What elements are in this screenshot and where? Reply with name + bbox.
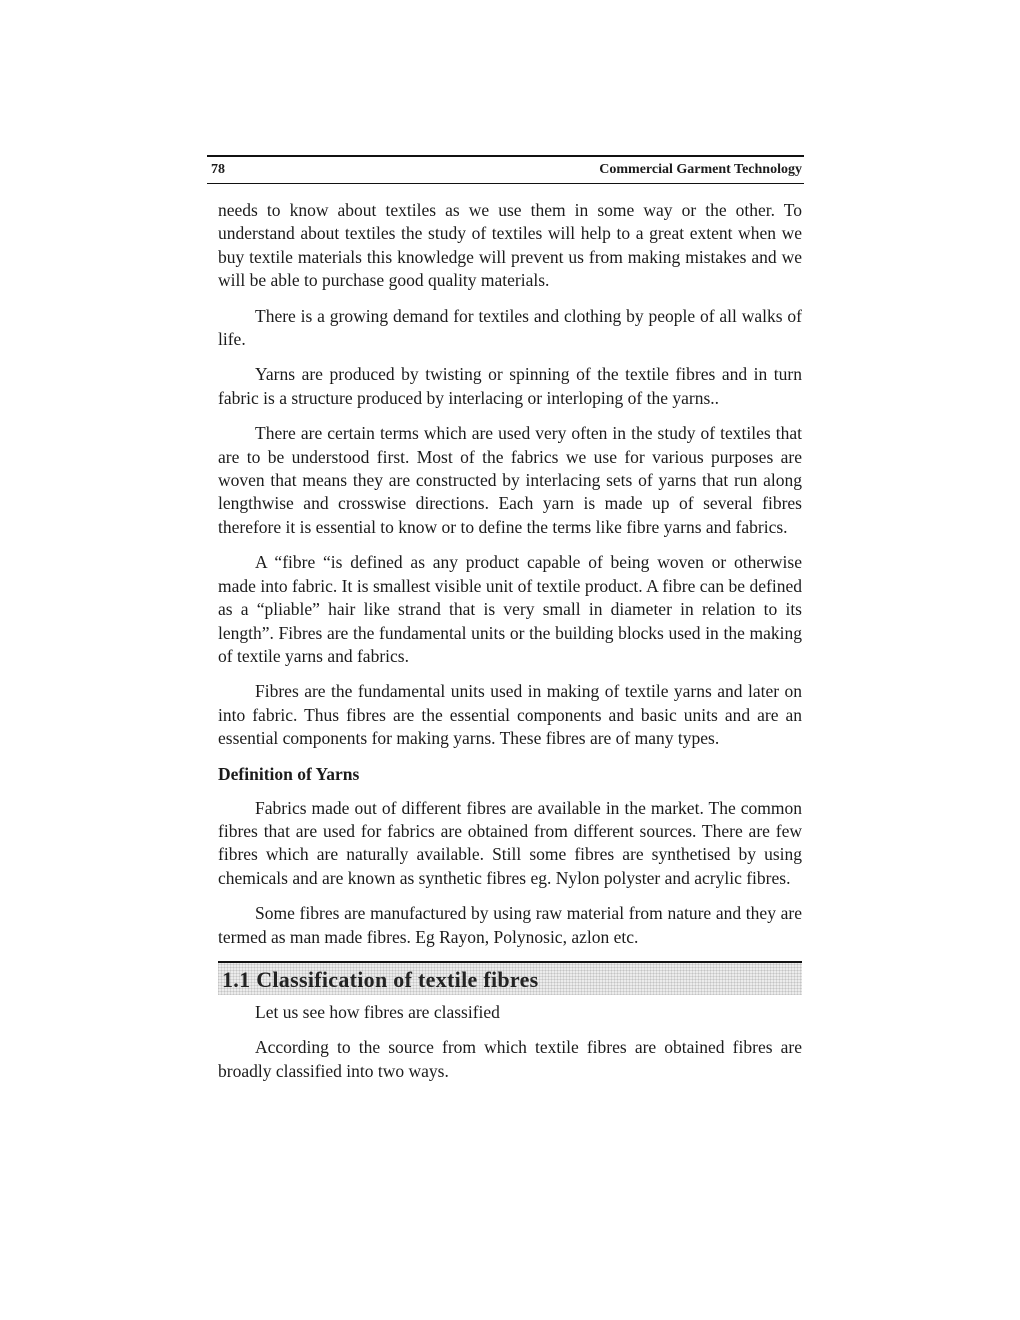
running-header — [207, 155, 804, 184]
running-title: Commercial Garment Technology — [599, 162, 802, 177]
paragraph: Let us see how fibres are classified — [255, 1001, 500, 1022]
section-heading-bar — [218, 961, 802, 995]
paragraph: There is a growing demand for textiles and clothing by people of all walks of life. — [218, 305, 802, 350]
book-page — [207, 155, 804, 1095]
subheading-definition-of-yarns: Definition of Yarns — [218, 763, 360, 784]
paragraph: Some fibres are manufactured by using raw material from nature and they are termed as man made fibres. Eg Rayon, Polynosic, azlon etc. — [218, 903, 802, 947]
paragraph: Fabrics made out of different fibres are available in the market. The common fibres that are used for fabrics are obtained from different sources. There are few fibres which are naturally available. Still some fibres are synthetised by using chemicals and are known as synthetic fibres eg. Nylon polyster and acrylic fibres. — [218, 797, 802, 888]
paragraph: According to the source from which textile fibres are obtained fibres are broadly classified into two ways. — [218, 1037, 802, 1081]
section-title: 1.1 Classification of textile fibres — [222, 966, 539, 992]
page-number: 78 — [211, 162, 225, 177]
paragraph: There are certain terms which are used very often in the study of textiles that are to be understood first. Most of the fabrics we use for various purposes are woven that means they are constructed by interlacing sets of yarns that run along lengthwise and crosswise directions. Each yarn is made up of several fibres therefore it is essential to know or to define the terms like fibre yarns and fabrics. — [218, 423, 802, 537]
page-body — [207, 199, 804, 1083]
paragraph: Yarns are produced by twisting or spinning of the textile fibres and in turn fabric is a structure produced by interlacing or interloping of the yarns.. — [218, 364, 802, 408]
paragraph: Fibres are the fundamental units used in making of textile yarns and later on into fabric. Thus fibres are the essential components and basic units and are an essential components for making yarns. These fibres are of many types. — [218, 681, 802, 749]
paragraph: needs to know about textiles as we use them in some way or the other. To understand about textiles the study of textiles will help to a great extent when we buy textile materials this knowledge will prevent us from making mistakes and we will be able to purchase good quality materials. — [218, 200, 802, 291]
paragraph: A “fibre “is defined as any product capable of being woven or otherwise made into fabric. It is smallest visible unit of textile product. A fibre can be defined as a “pliable” hair like strand that is very small in diameter in relation to its length”. Fibres are the fundamental units or the building blocks used in the making of textile yarns and fabrics. — [218, 552, 802, 666]
